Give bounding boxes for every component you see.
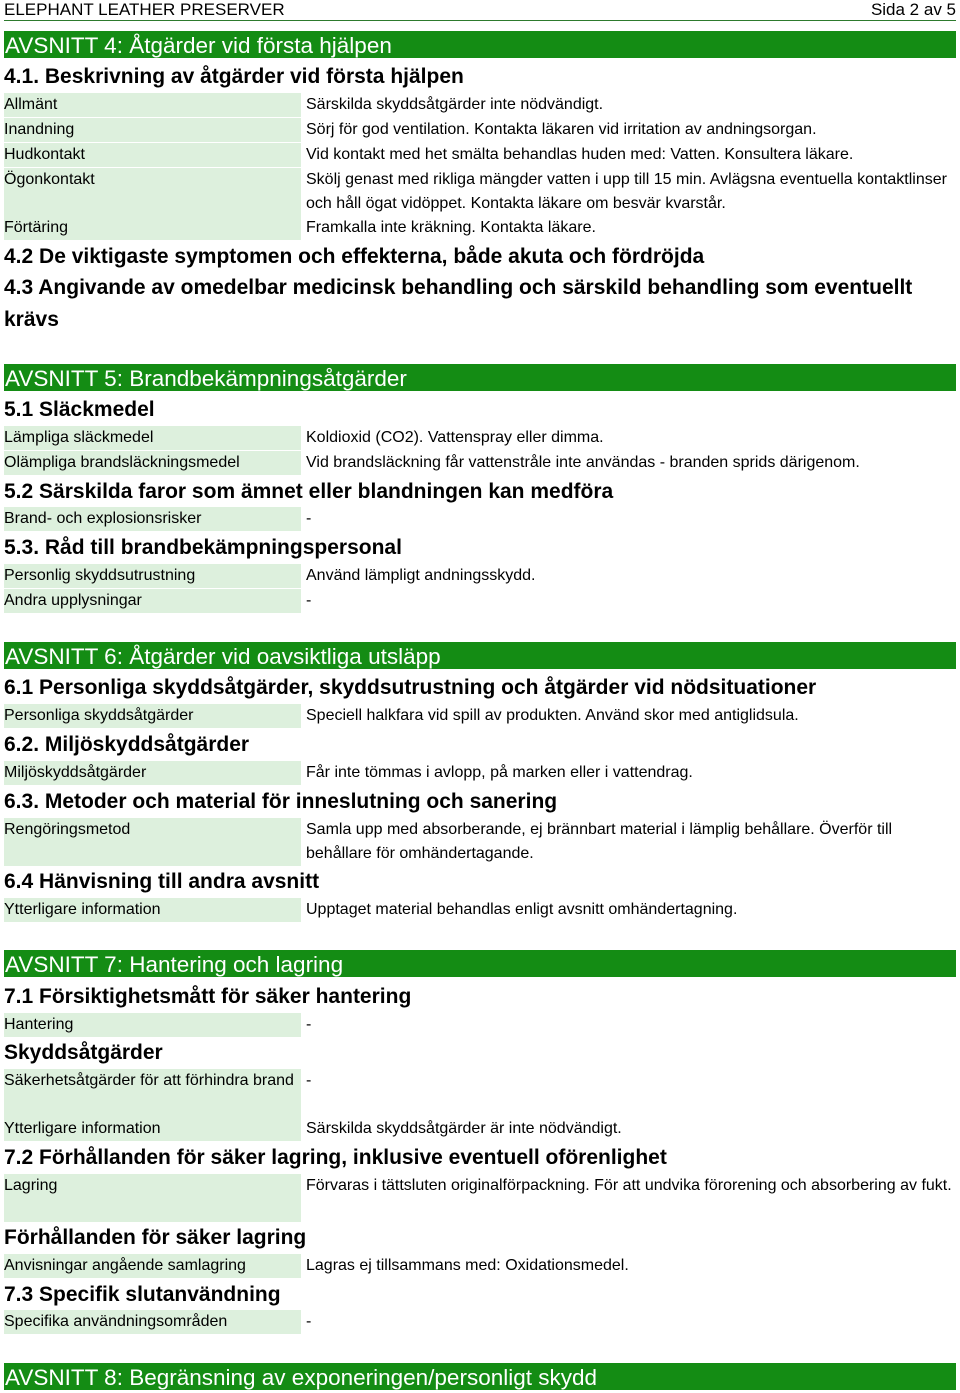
row-value: Använd lämpligt andningsskydd. [306,567,536,584]
section-4-title: AVSNITT 4: Åtgärder vid första hjälpen [4,31,956,58]
subsection-6-4: 6.4 Hänvisning till andra avsnitt [4,870,320,893]
row-label: Lagring [4,1174,301,1222]
row-label: Säkerhetsåtgärder för att förhindra brand [4,1069,301,1117]
row-value: Samla upp med absorberande, ej brännbart material i lämplig behållare. Överför till behållare för omhändertagande. [306,821,893,862]
subsection-5-1: 5.1 Släckmedel [4,398,155,421]
product-title: ELEPHANT LEATHER PRESERVER [4,0,285,19]
row-value: Framkalla inte kräkning. Kontakta läkare. [306,219,596,236]
subsection-5-3: 5.3. Råd till brandbekämpningspersonal [4,536,402,559]
subsection-6-3: 6.3. Metoder och material för inneslutning och sanering [4,790,558,813]
row-value: Skölj genast med rikliga mängder vatten i upp till 15 min. Avlägsna eventuella kontaktlinser och håll ögat vidöppet. Kontakta läkare om besvär kvarstår. [306,171,947,212]
row-label: Miljöskyddsåtgärder [4,761,301,785]
row-value: Koldioxid (CO2). Vattenspray eller dimma. [306,429,604,446]
row-value: Vid brandsläckning får vattenstråle inte användas - branden sprids därigenom. [306,454,860,471]
row-value: Förvaras i tättsluten originalförpackning. För att undvika förorening och absorbering av fukt. [306,1177,952,1194]
row-label: Inandning [4,118,301,142]
section-7-title: AVSNITT 7: Hantering och lagring [4,950,956,977]
row-label: Allmänt [4,93,301,117]
row-label: Specifika användningsområden [4,1310,301,1334]
row-value: - [306,1016,312,1033]
page-header [4,0,956,21]
row-label: Ytterligare information [4,898,301,922]
subsection-4-2: 4.2 De viktigaste symptomen och effekterna, både akuta och fördröjda [4,245,705,268]
subsection-6-2: 6.2. Miljöskyddsåtgärder [4,733,250,756]
row-value: Upptaget material behandlas enligt avsnitt omhändertagning. [306,901,738,918]
row-value: - [306,1072,312,1089]
section-8-title: AVSNITT 8: Begränsning av exponeringen/personligt skydd [4,1363,956,1390]
row-value: Speciell halkfara vid spill av produkten. Använd skor med antiglidsula. [306,707,799,724]
row-label: Andra upplysningar [4,589,301,613]
page-number: Sida 2 av 5 [870,0,956,19]
subsection-7-2: 7.2 Förhållanden för säker lagring, inklusive eventuell oförenlighet [4,1146,667,1169]
row-label: Brand- och explosionsrisker [4,507,301,531]
section-5-title: AVSNITT 5: Brandbekämpningsåtgärder [4,364,956,391]
row-value: Särskilda skyddsåtgärder inte nödvändigt. [306,96,604,113]
subsection-7-3: 7.3 Specifik slutanvändning [4,1283,281,1306]
subsection-6-1: 6.1 Personliga skyddsåtgärder, skyddsutrustning och åtgärder vid nödsituationer [4,676,817,699]
subsection-forhallanden-lagring: Förhållanden för säker lagring [4,1226,307,1249]
row-value: - [306,1313,312,1330]
subsection-5-2: 5.2 Särskilda faror som ämnet eller blandningen kan medföra [4,480,614,503]
row-label: Olämpliga brandsläckningsmedel [4,451,301,475]
row-label: Lämpliga släckmedel [4,426,301,450]
row-value: Får inte tömmas i avlopp, på marken eller i vattendrag. [306,764,693,781]
row-value: Lagras ej tillsammans med: Oxidationsmedel. [306,1257,629,1274]
row-label: Hantering [4,1013,301,1037]
row-value: - [306,592,312,609]
subsection-4-3: 4.3 Angivande av omedelbar medicinsk behandling och särskild behandling som eventuellt krävs [4,276,913,331]
row-value: Särskilda skyddsåtgärder är inte nödvändigt. [306,1120,622,1137]
subsection-7-1: 7.1 Försiktighetsmått för säker hantering [4,985,412,1008]
row-label: Förtäring [4,216,301,240]
row-label: Anvisningar angående samlagring [4,1254,301,1278]
row-label: Hudkontakt [4,143,301,167]
row-label: Personlig skyddsutrustning [4,564,301,588]
subsection-4-1: 4.1. Beskrivning av åtgärder vid första hjälpen [4,65,464,88]
row-value: Vid kontakt med het smälta behandlas huden med: Vatten. Konsultera läkare. [306,146,854,163]
subsection-skyddsatgarder: Skyddsåtgärder [4,1041,163,1064]
row-label: Ytterligare information [4,1117,301,1141]
row-label: Rengöringsmetod [4,818,301,866]
row-label: Ögonkontakt [4,168,301,216]
section-6-title: AVSNITT 6: Åtgärder vid oavsiktliga utsläpp [4,642,956,669]
row-value: - [306,510,312,527]
row-value: Sörj för god ventilation. Kontakta läkaren vid irritation av andningsorgan. [306,121,817,138]
row-label: Personliga skyddsåtgärder [4,704,301,728]
